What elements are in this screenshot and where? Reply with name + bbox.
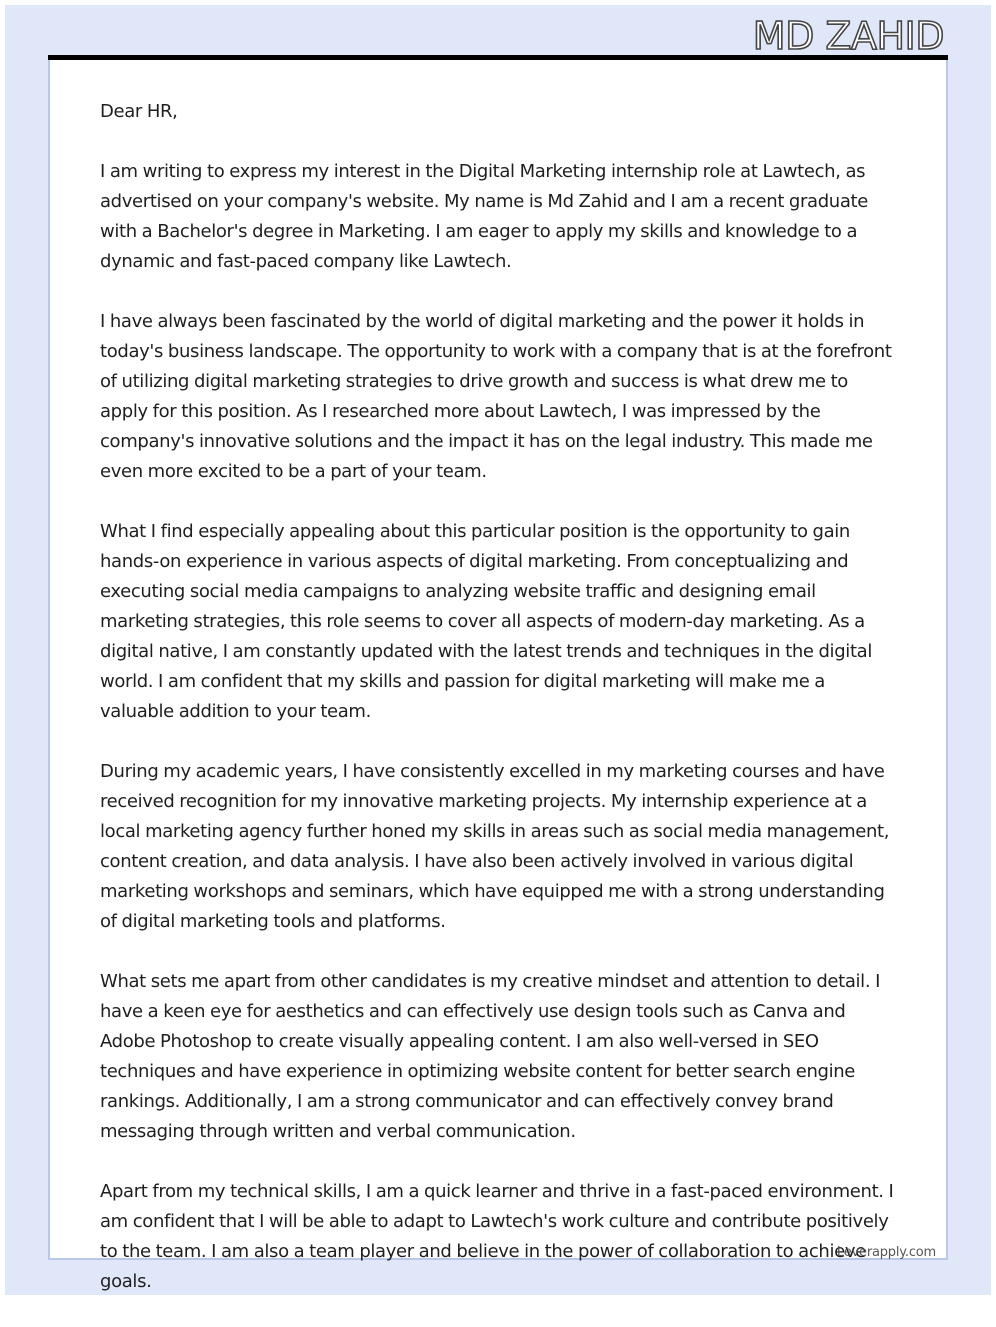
- watermark: Leverapply.com: [836, 1245, 936, 1260]
- applicant-name: MD ZAHID: [752, 14, 944, 58]
- paragraph-position-appeal: What I find especially appealing about this particular position is the opportunity to gain hands-on experience in various aspects of digital marketing. From conceptualizing and executing social media campaigns to analyzing website traffic and designing email marketing strategies, this role seems to cover all aspects of modern-day marketing. As a digital native, I am constantly updated with the latest trends and techniques in the digital world. I am confident that my skills and passion for digital marketing will make me a valuable addition to your team.: [100, 521, 872, 722]
- paragraph-academic-experience: During my academic years, I have consistently excelled in my marketing courses and have received recognition for my innovative marketing projects. My internship experience at a local marketing agency further honed my skills in areas such as social media management, content creation, and data analysis. I have also been actively involved in various digital marketing workshops and seminars, which have equipped me with a strong understanding of digital marketing tools and platforms.: [100, 761, 890, 932]
- salutation: Dear HR,: [100, 101, 178, 122]
- paragraph-soft-skills: Apart from my technical skills, I am a quick learner and thrive in a fast-paced environment. I am confident that I will be able to adapt to Lawtech's work culture and contribute positively to the team. I am also a team player and believe in the power of collaboration to achieve goals.: [100, 1181, 894, 1292]
- paragraph-differentiators: What sets me apart from other candidates is my creative mindset and attention to detail. I have a keen eye for aesthetics and can effectively use design tools such as Canva and Adobe Photoshop to create visually appealing content. I am also well-versed in SEO techniques and have experience in optimizing website content for better search engine rankings. Additionally, I am a strong communicator and can effectively convey brand messaging through written and verbal communication.: [100, 971, 881, 1142]
- paragraph-motivation: I have always been fascinated by the world of digital marketing and the power it holds in today's business landscape. The opportunity to work with a company that is at the forefront of utilizing digital marketing strategies to drive growth and success is what drew me to apply for this position. As I researched more about Lawtech, I was impressed by the company's innovative solutions and the impact it has on the legal industry. This made me even more excited to be a part of your team.: [100, 311, 892, 482]
- cover-letter-body: [100, 97, 900, 1327]
- paragraph-introduction: I am writing to express my interest in the Digital Marketing internship role at Lawtech, as advertised on your company's website. My name is Md Zahid and I am a recent graduate with a Bachelor's degree in Marketing. I am eager to apply my skills and knowledge to a dynamic and fast-paced company like Lawtech.: [100, 161, 868, 272]
